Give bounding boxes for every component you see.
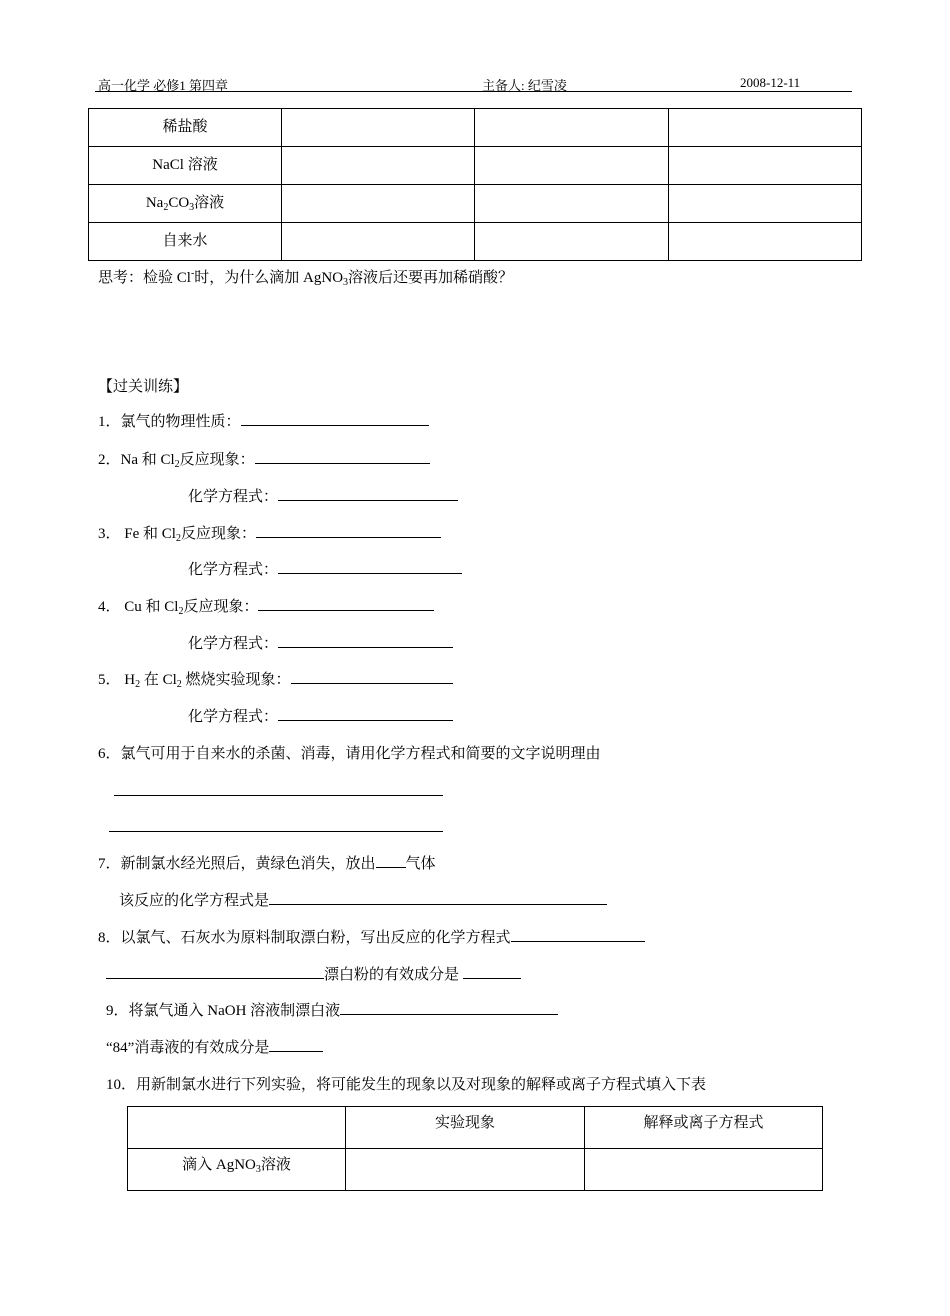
answer-cell[interactable] xyxy=(282,109,475,147)
question-1: 1．氯气的物理性质： xyxy=(98,410,429,431)
answer-cell[interactable] xyxy=(282,147,475,185)
answer-line[interactable] xyxy=(109,831,443,832)
header-left: 高一化学 必修1 第四章 xyxy=(98,78,229,93)
row-label: NaCl 溶液 xyxy=(89,147,282,185)
answer-line[interactable] xyxy=(114,795,443,796)
question-2: 2．Na 和 $Cl_2$反应现象： xyxy=(98,448,430,469)
header-cell xyxy=(128,1107,346,1149)
question-3-equation: 化学方程式： xyxy=(188,558,462,579)
question-8-followup: 漂白粉的有效成分是 xyxy=(106,963,521,984)
answer-blank[interactable] xyxy=(278,706,453,721)
table-row xyxy=(89,147,862,185)
header-rule xyxy=(95,91,852,92)
answer-blank[interactable] xyxy=(256,523,441,538)
answer-blank[interactable] xyxy=(278,486,458,501)
answer-cell[interactable] xyxy=(346,1149,585,1191)
header-center: 主备人: 纪雪凌 xyxy=(482,78,567,93)
answer-blank[interactable] xyxy=(106,964,324,979)
answer-cell[interactable] xyxy=(282,185,475,223)
question-5: 5． $H_2$ 在 $Cl_2$ 燃烧实验现象： xyxy=(98,668,453,689)
answer-cell[interactable] xyxy=(475,185,668,223)
question-3: 3． Fe 和 $Cl_2$反应现象： xyxy=(98,522,441,543)
question-6: 6．氯气可用于自来水的杀菌、消毒，请用化学方程式和简要的文字说明理由 xyxy=(98,746,601,762)
table-row xyxy=(89,185,862,223)
table-row xyxy=(89,109,862,147)
answer-blank[interactable] xyxy=(463,964,521,979)
answer-blank[interactable] xyxy=(269,890,607,905)
question-10: 10．用新制氯水进行下列实验，将可能发生的现象以及对现象的解释或离子方程式填入下表 xyxy=(106,1077,707,1093)
question-7: 7．新制氯水经光照后，黄绿色消失，放出 气体 xyxy=(98,852,436,873)
header-date: 2008-12-11 xyxy=(740,75,801,90)
answer-blank[interactable] xyxy=(278,633,453,648)
answer-blank[interactable] xyxy=(340,1000,558,1015)
row-label: 自来水 xyxy=(89,223,282,261)
question-2-equation: 化学方程式： xyxy=(188,485,458,506)
answer-cell[interactable] xyxy=(475,109,668,147)
row-label: 稀盐酸 xyxy=(89,109,282,147)
answer-blank[interactable] xyxy=(376,853,406,868)
answer-blank[interactable] xyxy=(291,669,453,684)
header-cell: 解释或离子方程式 xyxy=(585,1107,823,1149)
answer-cell[interactable] xyxy=(585,1149,823,1191)
question-8: 8．以氯气、石灰水为原料制取漂白粉，写出反应的化学方程式 xyxy=(98,926,645,947)
answer-cell[interactable] xyxy=(668,147,861,185)
reagent-table xyxy=(88,108,862,261)
answer-cell[interactable] xyxy=(475,223,668,261)
question-9: 9．将氯气通入 NaOH 溶液制漂白液 xyxy=(106,999,558,1020)
answer-blank[interactable] xyxy=(255,449,430,464)
question-7-equation: 该反应的化学方程式是 xyxy=(119,889,607,910)
header-cell: 实验现象 xyxy=(346,1107,585,1149)
answer-blank[interactable] xyxy=(511,927,645,942)
answer-blank[interactable] xyxy=(241,411,429,426)
answer-cell[interactable] xyxy=(475,147,668,185)
answer-blank[interactable] xyxy=(258,596,434,611)
table-header-row xyxy=(128,1107,823,1149)
answer-cell[interactable] xyxy=(668,185,861,223)
section-title: 【过关训练】 xyxy=(98,379,189,395)
row-label: 滴入 AgNO$_3$溶液 xyxy=(128,1149,346,1191)
experiment-table xyxy=(127,1106,823,1191)
answer-blank[interactable] xyxy=(269,1037,323,1052)
answer-blank[interactable] xyxy=(278,559,462,574)
answer-cell[interactable] xyxy=(282,223,475,261)
think-question: 思考：检验 Cl-时，为什么滴加 AgNO$_3$溶液后还要再加稀硝酸？ xyxy=(98,268,514,288)
question-4: 4． Cu 和 $Cl_2$反应现象： xyxy=(98,595,434,616)
row-label: $Na_2CO_3$溶液 xyxy=(89,185,282,223)
question-5-equation: 化学方程式： xyxy=(188,705,453,726)
table-row xyxy=(128,1149,823,1191)
answer-cell[interactable] xyxy=(668,223,861,261)
question-9-followup: “84”消毒液的有效成分是 xyxy=(106,1036,323,1057)
answer-cell[interactable] xyxy=(668,109,861,147)
question-4-equation: 化学方程式： xyxy=(188,632,453,653)
table-row xyxy=(89,223,862,261)
